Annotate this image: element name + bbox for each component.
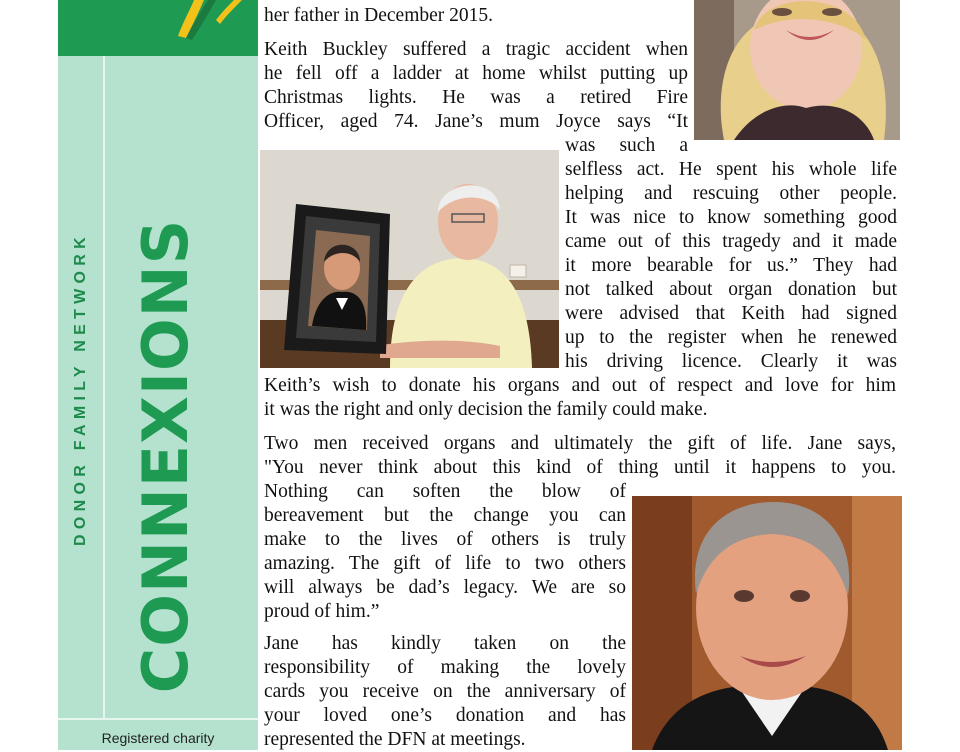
text-line: up to the register when he renewed [565,327,897,348]
sidebar-divider [103,56,105,718]
article-top-fragment: her father in December 2015. [264,5,494,26]
text-line: Christmas lights. He was a retired Fire [264,87,688,108]
sidebar-footer-rule [58,718,258,720]
text-line: Jane has kindly taken on the [264,633,626,654]
text-line: bereavement but the change you can [264,505,626,526]
article-paragraph-3 [264,632,626,752]
article-paragraph-1-narrow [565,134,688,158]
article-paragraph-1-end [264,374,896,422]
article-paragraph-2-wrap [264,480,626,624]
text-line: were advised that Keith had signed [565,303,897,324]
text-line: Nothing can soften the blow of [264,481,626,502]
text-line: will always be dad’s legacy. We are so [264,577,626,598]
text-line: amazing. The gift of life to two others [264,553,626,574]
jane-portrait-photo [694,0,900,140]
text-line: he fell off a ladder at home whilst putting up [264,63,688,84]
registered-charity-label: Registered charity [101,730,215,746]
article-paragraph-2 [264,432,896,480]
text-line: selfless act. He spent his whole life [565,159,897,180]
text-line: represented the DFN at meetings. [264,729,526,750]
logo-swoosh-icon [58,0,258,56]
text-line: It was nice to know something good [565,207,897,228]
text-line: Keith Buckley suffered a tragic accident when [264,39,688,60]
text-line: "You never think about this kind of thing until it happens to you. [264,457,896,478]
text-line: helping and rescuing other people. [565,183,897,204]
sidebar-header-band [58,0,258,56]
text-line: came out of this tragedy and it made [565,231,897,252]
text-line: his driving licence. Clearly it was [565,351,897,372]
article-paragraph-1 [264,38,688,134]
text-line: make to the lives of others is truly [264,529,626,550]
text-line: it more bearable for us.” They had [565,255,897,276]
text-line: proud of him.” [264,601,380,622]
keith-portrait-photo [632,496,902,750]
text-line: Two men received organs and ultimately the gift of life. Jane says, [264,433,896,454]
text-line: not talked about organ donation but [565,279,897,300]
text-line: cards you receive on the anniversary of [264,681,626,702]
text-line: your loved one’s donation and has [264,705,626,726]
joyce-holding-photo [260,150,559,368]
text-line: Keith’s wish to donate his organs and out of respect and love for him [264,375,896,396]
newsletter-title: CONNEXIONS [129,218,202,694]
text-line: was such a [565,135,688,156]
text-line: Officer, aged 74. Jane’s mum Joyce says “It [264,111,688,132]
text-line: responsibility of making the lovely [264,657,626,678]
article-paragraph-1-wrap [565,158,897,374]
text-line: it was the right and only decision the family could make. [264,399,708,420]
network-label: DONOR FAMILY NETWORK [72,231,89,547]
